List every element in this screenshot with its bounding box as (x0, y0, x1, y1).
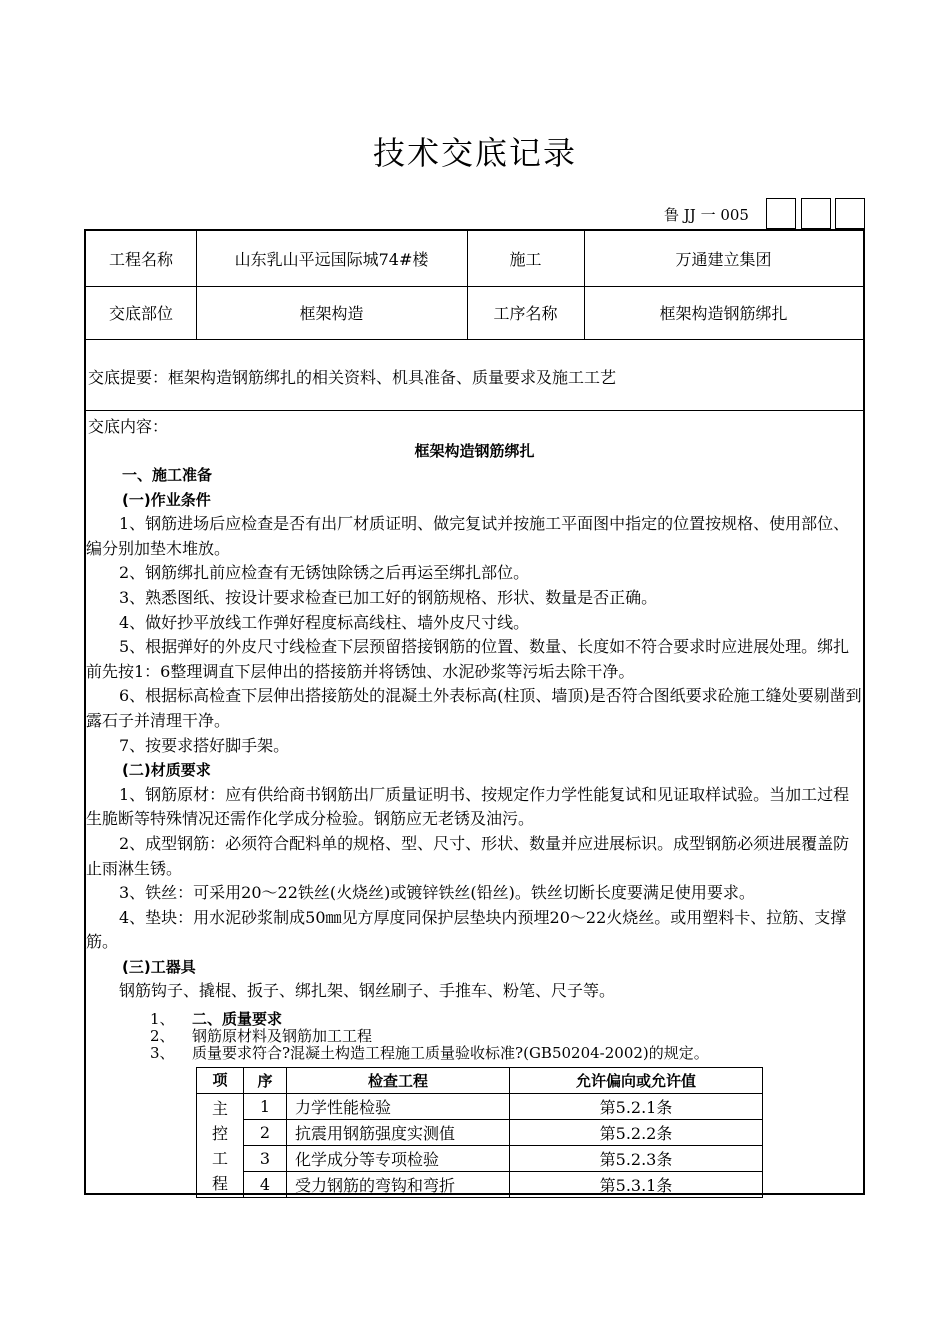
value-cell: 第5.3.1条 (510, 1172, 763, 1198)
process-name-value: 框架构造钢筋绑扎 (659, 304, 788, 323)
header-item: 检查工程 (287, 1068, 510, 1094)
seq-cell: 4 (244, 1172, 287, 1198)
project-name-label: 工程名称 (108, 250, 173, 269)
list-item (86, 1028, 863, 1045)
table-row (197, 1120, 763, 1146)
row-divider (86, 410, 863, 411)
paragraph: 4、垫块：用水泥砂浆制成50㎜见方厚度同保护层垫块内预埋20～22火烧丝。或用塑料卡、拉筋、支撑筋。 (86, 907, 847, 952)
subsection-heading (86, 955, 863, 980)
builder-value: 万通建立集团 (675, 250, 772, 269)
value-cell: 第5.2.3条 (510, 1146, 763, 1172)
list-number: 3、 (150, 1044, 175, 1062)
process-name-label: 工序名称 (493, 304, 558, 323)
builder-label: 施工 (509, 250, 542, 269)
paragraph: 4、做好抄平放线工作弹好程度标高线柱、墙外皮尺寸线。 (119, 612, 530, 632)
row-divider (86, 339, 863, 340)
section-heading: 一、施工准备 (122, 466, 213, 484)
paragraph: 3、铁丝：可采用20～22铁丝(火烧丝)或镀锌铁丝(铅丝)。铁丝切断长度要满足使用要求。 (119, 883, 755, 903)
handover-summary: 交底提要：框架构造钢筋绑扎的相关资料、机具准备、质量要求及施工工艺 (88, 368, 617, 387)
paragraph: 3、熟悉图纸、按设计要求检查已加工好的钢筋规格、形状、数量是否正确。 (119, 587, 658, 607)
header-seq: 序 (244, 1068, 287, 1094)
check-box-3 (835, 198, 865, 229)
header-value: 允许偏向或允许值 (510, 1068, 763, 1094)
numbered-list (86, 1011, 863, 1062)
paragraph: 5、根据弹好的外皮尺寸线检查下层预留搭接钢筋的位置、数量、长度如不符合要求时应进展处理。绑扎前先按1：6整理调直下层伸出的搭接筋并将锈蚀、水泥砂浆等污垢去除干净。 (86, 637, 850, 681)
subsection-title: (二)材质要求 (122, 761, 211, 780)
handover-part-value: 框架构造 (299, 304, 364, 323)
value-cell: 第5.2.2条 (510, 1120, 763, 1146)
content-label: 交底内容： (88, 417, 169, 436)
project-name-value: 山东乳山平远国际城74#楼 (234, 250, 429, 269)
table-header-row (197, 1068, 763, 1094)
item-cell: 抗震用钢筋强度实测值 (287, 1120, 510, 1146)
paragraph: 7、按要求搭好脚手架。 (119, 735, 290, 755)
list-text: 钢筋原材料及钢筋加工工程 (192, 1027, 373, 1045)
list-number: 2、 (150, 1027, 175, 1045)
subsection-heading (86, 758, 863, 783)
record-form (84, 229, 865, 1195)
check-box-1 (766, 198, 796, 229)
seq-cell: 3 (244, 1146, 287, 1172)
item-cell: 化学成分等专项检验 (287, 1146, 510, 1172)
table-row (197, 1094, 763, 1120)
subsection-title: (一)作业条件 (122, 490, 211, 509)
paragraph: 钢筋钩子、撬棍、扳子、绑扎架、钢丝刷子、手推车、粉笔、尺子等。 (119, 981, 616, 1001)
list-text: 二、质量要求 (192, 1010, 283, 1028)
paragraph: 1、钢筋原材：应有供给商书钢筋出厂质量证明书、按规定作力学性能复试和见证取样试验。当加工过程生脆断等特殊情况还需作化学成分检验。钢筋应无老锈及油污。 (86, 784, 850, 829)
category-cell (197, 1094, 244, 1198)
header-category: 项 (197, 1068, 244, 1094)
paragraph: 1、钢筋进场后应检查是否有出厂材质证明、做完复试并按施工平面图中指定的位置按规格、使用部位、编分别加垫木堆放。 (86, 514, 850, 558)
list-number: 1、 (150, 1010, 175, 1028)
list-text: 质量要求符合?混凝土构造工程施工质量验收标准?(GB50204-2002)的规定。 (192, 1044, 709, 1062)
subsection-title: (三)工器具 (122, 957, 196, 976)
content-title: 框架构造钢筋绑扎 (414, 442, 535, 460)
content-body (86, 463, 863, 1004)
category-text: 主控工程 (211, 1098, 228, 1193)
seq-cell: 2 (244, 1120, 287, 1146)
seq-cell: 1 (244, 1094, 287, 1120)
paragraph: 2、钢筋绑扎前应检查有无锈蚀除锈之后再运至绑扎部位。 (119, 563, 530, 583)
table-row (197, 1172, 763, 1198)
paragraph: 6、根据标高检查下层伸出搭接筋处的混凝土外表标高(柱顶、墙顶)是否符合图纸要求砼施工缝处要剔凿到露石子并清理干净。 (86, 686, 862, 730)
item-cell: 力学性能检验 (287, 1094, 510, 1120)
list-item (86, 1045, 863, 1062)
document-number: 鲁 JJ 一 005 (664, 206, 749, 224)
paragraph: 2、成型钢筋：必须符合配料单的规格、型、尺寸、形状、数量并应进展标识。成型钢筋必须进展覆盖防止雨淋生锈。 (86, 833, 850, 878)
subsection-heading (86, 488, 863, 513)
table-row (197, 1146, 763, 1172)
value-cell: 第5.2.1条 (510, 1094, 763, 1120)
check-box-2 (801, 198, 831, 229)
page-title: 技术交底记录 (372, 134, 577, 172)
inspection-table (196, 1067, 763, 1198)
item-cell: 受力钢筋的弯钩和弯折 (287, 1172, 510, 1198)
list-item (86, 1011, 863, 1028)
handover-part-label: 交底部位 (108, 304, 173, 323)
